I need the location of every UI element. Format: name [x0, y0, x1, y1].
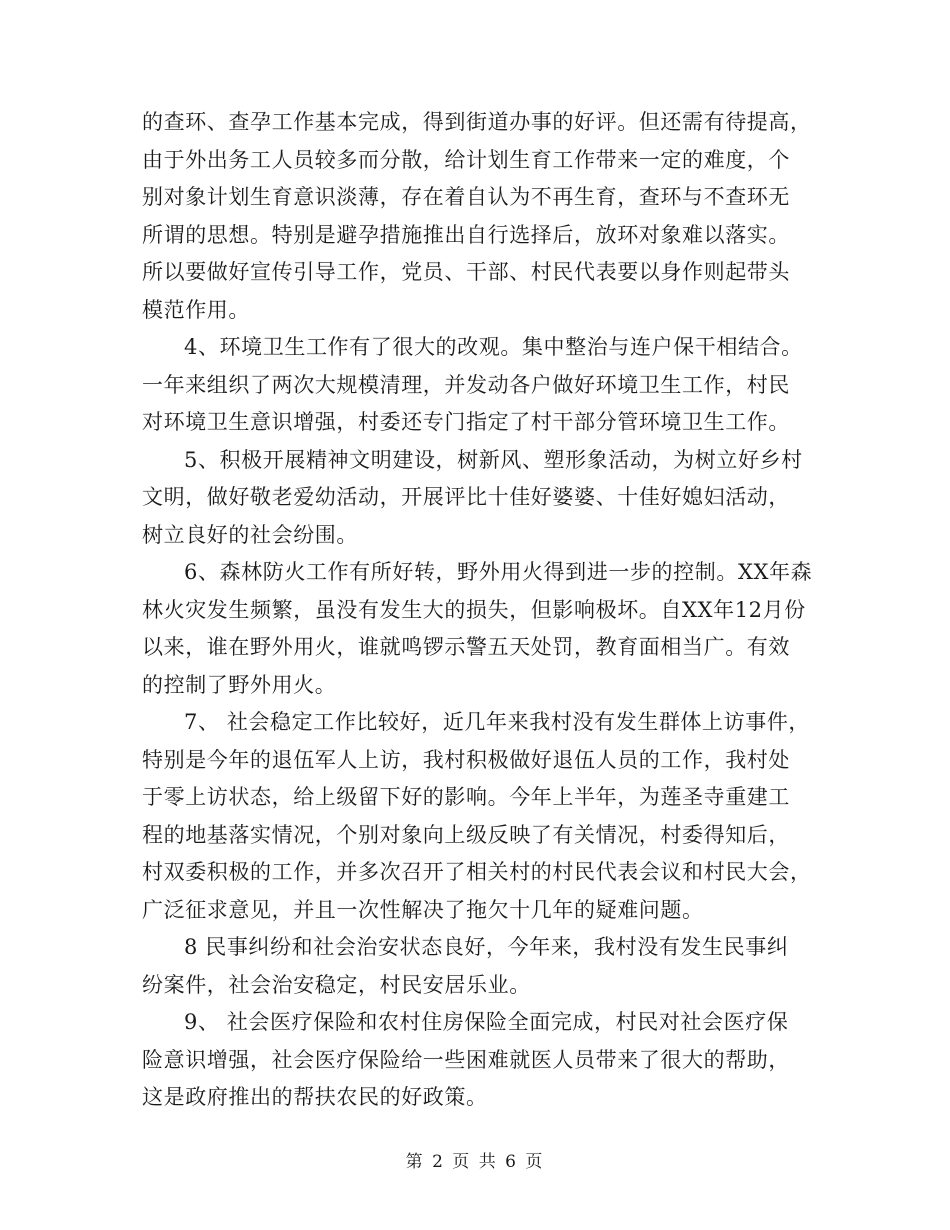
- text-line: 的查环、查孕工作基本完成，得到街道办事的好评。但还需有待提高，: [142, 110, 812, 134]
- text-line: 别对象计划生育意识淡薄，存在着自认为不再生育，查环与不查环无: [142, 185, 790, 209]
- paragraph: [142, 554, 813, 704]
- text-line: 5、积极开展精神文明建设，树新风、塑形象活动，为树立好乡村: [184, 447, 803, 472]
- text-line: 8 民事纠纷和社会治安状态良好，今年来，我村没有发生民事纠: [184, 935, 789, 959]
- document-body: [142, 104, 813, 1117]
- text-line: 文明，做好敬老爱幼活动，开展评比十佳好婆婆、十佳好媳妇活动，: [142, 485, 790, 509]
- text-line: 于零上访状态，给上级留下好的影响。今年上半年，为莲圣寺重建工: [142, 785, 790, 809]
- text-line: 所以要做好宣传引导工作，党员、干部、村民代表要以身作则起带头: [142, 260, 790, 284]
- text-line: 一年来组织了两次大规模清理，并发动各户做好环境卫生工作，村民: [142, 372, 790, 397]
- text-line: 所谓的思想。特别是避孕措施推出自行选择后，放环对象难以落实。: [142, 222, 790, 247]
- text-line: 9、 社会医疗保险和农村住房保险全面完成，村民对社会医疗保: [184, 1010, 789, 1034]
- paragraph: [142, 442, 810, 555]
- text-line: 树立良好的社会纷围。: [142, 522, 358, 547]
- text-line: 险意识增强，社会医疗保险给一些困难就医人员带来了很大的帮助，: [142, 1047, 790, 1072]
- text-line: 纷案件，社会治安稳定，村民安居乐业。: [142, 972, 531, 997]
- text-line: 由于外出务工人员较多而分散，给计划生育工作带来一定的难度，个: [142, 147, 790, 172]
- text-line: 林火灾发生频繁，虽没有发生大的损失，但影响极坏。自XX年12月份: [142, 597, 806, 622]
- text-line: 的控制了野外用火。: [142, 672, 337, 697]
- text-line: 广泛征求意见，并且一次性解决了拖欠十几年的疑难问题。: [142, 897, 704, 922]
- text-line: 程的地基落实情况，个别对象向上级反映了有关情况，村委得知后，: [142, 822, 790, 847]
- text-line: 对环境卫生意识增强，村委还专门指定了村干部分管环境卫生工作。: [142, 410, 790, 434]
- text-line: 6、森林防火工作有所好转，野外用火得到进一步的控制。XX年森: [184, 560, 813, 584]
- paragraph: [142, 1004, 810, 1117]
- text-line: 4、环境卫生工作有了很大的改观。集中整治与连户保干相结合。: [184, 335, 803, 359]
- paragraph: [142, 929, 810, 1004]
- text-line: 特别是今年的退伍军人上访，我村积极做好退伍人员的工作，我村处: [142, 747, 790, 772]
- page-number-footer: 第 2 页 共 6 页: [405, 1152, 545, 1172]
- text-line: 这是政府推出的帮扶农民的好政策。: [142, 1085, 488, 1109]
- paragraph: [142, 704, 810, 929]
- paragraph: [142, 329, 810, 442]
- text-line: 以来，谁在野外用火，谁就鸣锣示警五天处罚，教育面相当广。有效: [142, 635, 790, 659]
- paragraph: [142, 104, 810, 329]
- text-line: 模范作用。: [142, 297, 250, 322]
- text-line: 7、 社会稳定工作比较好，近几年来我村没有发生群体上访事件，: [184, 710, 811, 734]
- text-line: 村双委积极的工作，并多次召开了相关村的村民代表会议和村民大会，: [142, 860, 812, 884]
